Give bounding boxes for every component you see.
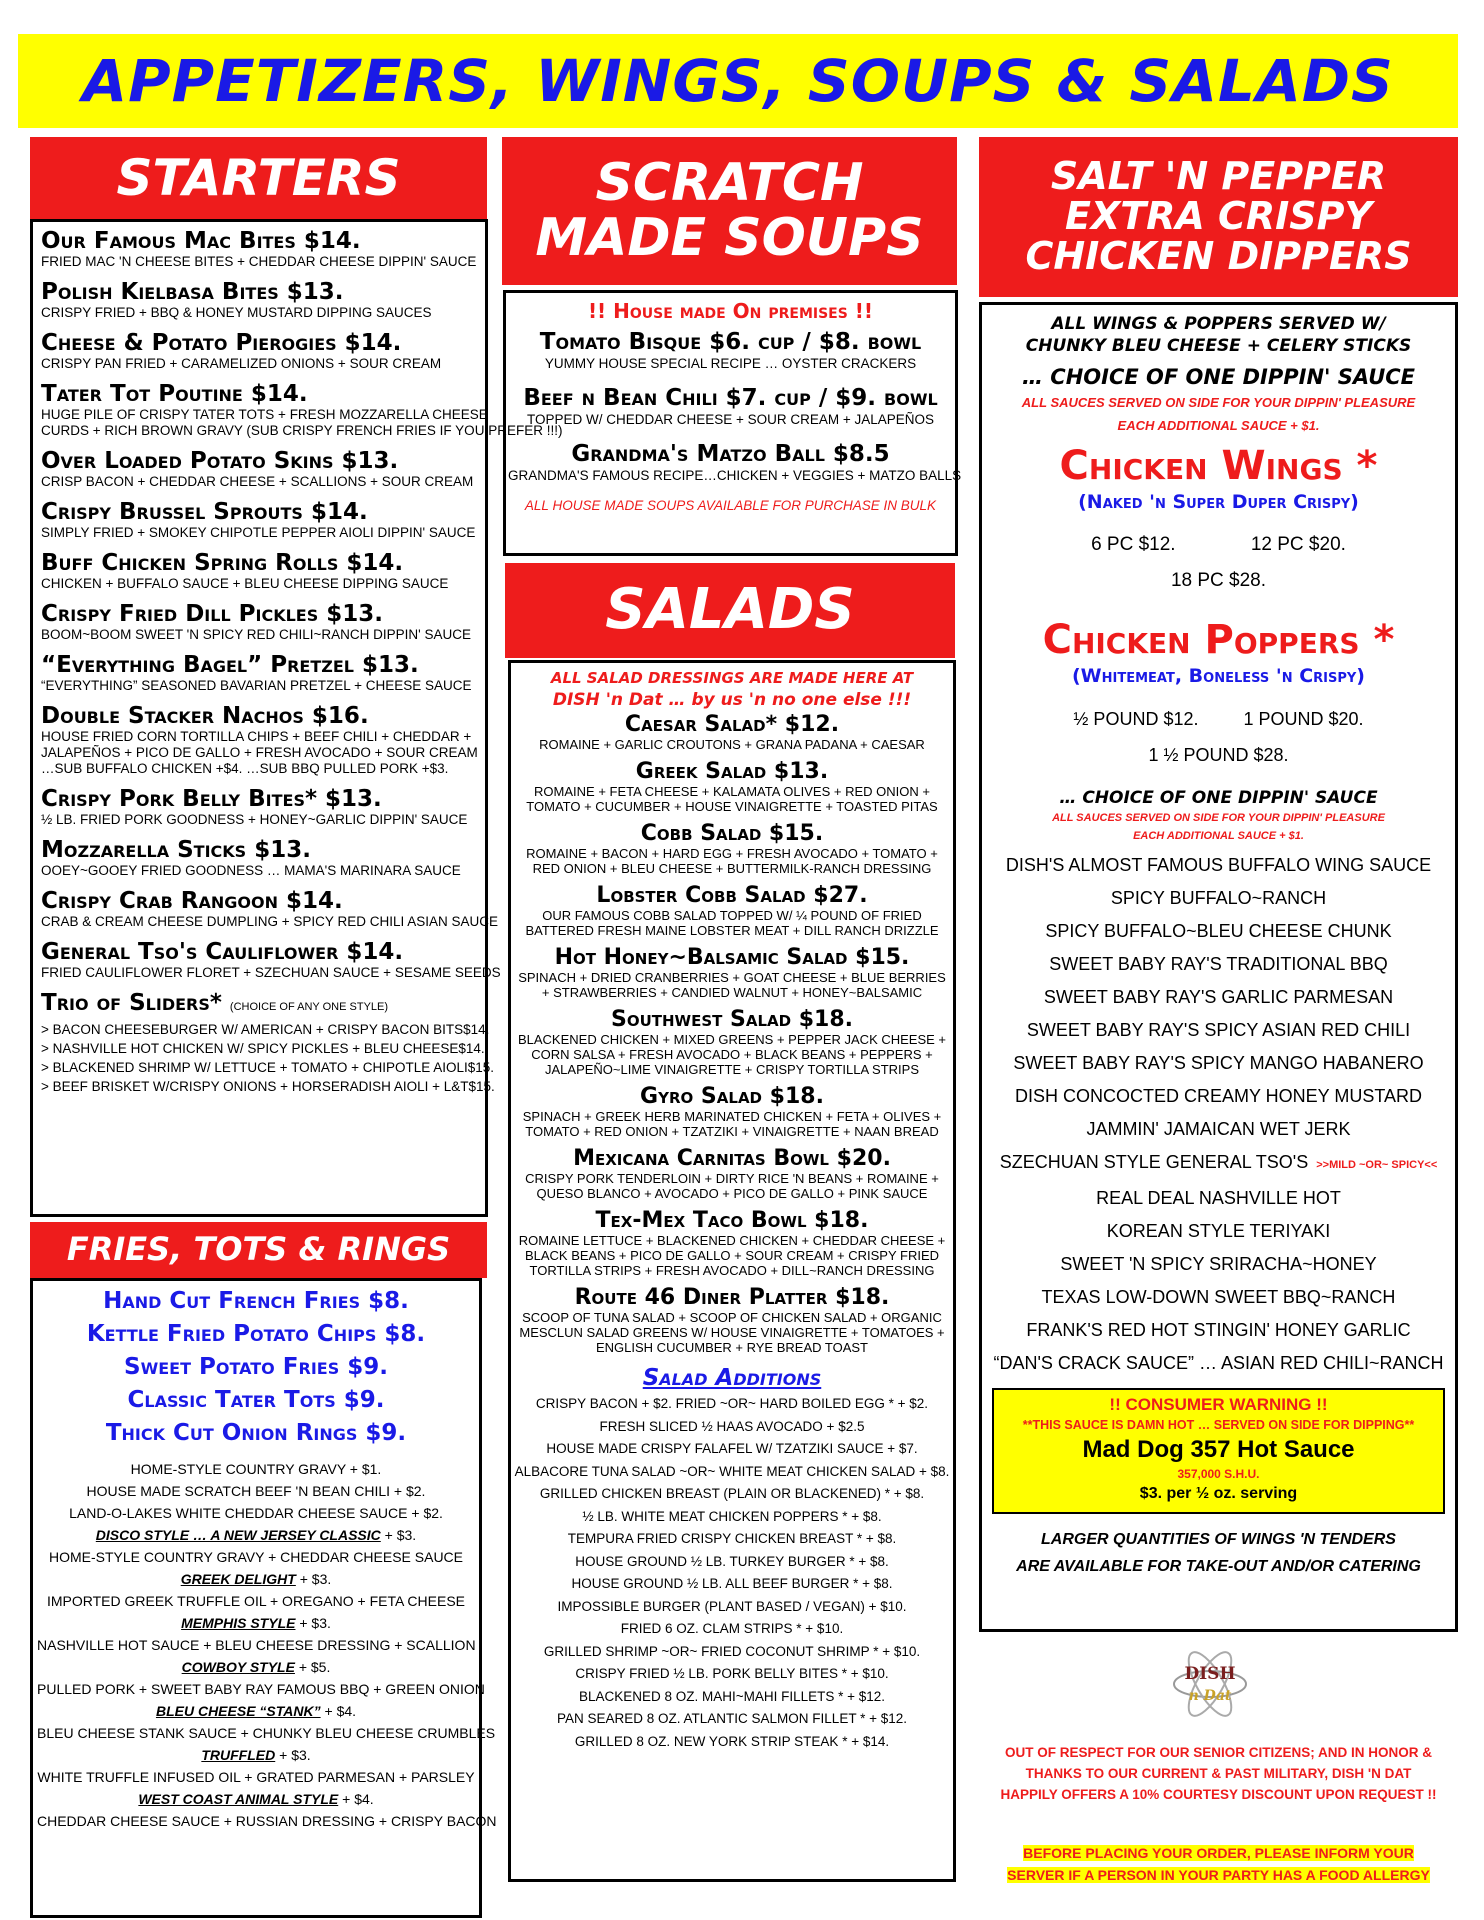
salad-name: Cobb Salad $15. bbox=[640, 821, 824, 846]
salad-name: Hot Honey~Balsamic Salad $15. bbox=[554, 945, 910, 970]
salads-box bbox=[508, 660, 956, 1882]
salad-name: Gyro Salad $18. bbox=[640, 1084, 824, 1109]
sauce-name: DISH'S ALMOST FAMOUS BUFFALO WING SAUCE bbox=[1005, 855, 1432, 875]
logo-text-2: n Dat bbox=[1188, 1688, 1232, 1704]
salad-desc: TOMATO + RED ONION + TZATZIKI + VINAIGRETTE + NAAN BREAD bbox=[525, 1124, 939, 1139]
starter-name: Mozzarella Sticks $13. bbox=[41, 837, 311, 863]
starter-name: Crispy Brussel Sprouts $14. bbox=[41, 499, 368, 525]
allergy-line-2: SERVER IF A PERSON IN YOUR PARTY HAS A FOOD ALLERGY bbox=[1007, 1867, 1430, 1883]
soup-item bbox=[508, 385, 953, 428]
salad-desc: JALAPEÑO~LIME VINAIGRETTE + CRISPY TORTILLA STRIPS bbox=[545, 1062, 919, 1077]
starter-item bbox=[41, 228, 485, 270]
starter-item bbox=[41, 703, 485, 777]
soup-desc: TOPPED W/ CHEDDAR CHEESE + SOUR CREAM + JALAPEÑOS bbox=[526, 412, 935, 427]
soups-note: !! House made On premises !! bbox=[587, 299, 874, 323]
salad-name: Southwest Salad $18. bbox=[610, 1007, 854, 1032]
salad-addition: ALBACORE TUNA SALAD ~OR~ WHITE MEAT CHICKEN SALAD + $8. bbox=[514, 1463, 950, 1479]
starter-item bbox=[41, 939, 501, 981]
title-banner bbox=[18, 34, 1458, 128]
starter-item bbox=[41, 786, 485, 828]
fries-style-desc: PULLED PORK + SWEET BABY RAY FAMOUS BBQ + GREEN ONION bbox=[37, 1681, 485, 1697]
starter-desc: CRISP BACON + CHEDDAR CHEESE + SCALLIONS + SOUR CREAM bbox=[41, 474, 474, 489]
starter-name: “Everything Bagel” Pretzel $13. bbox=[41, 652, 419, 678]
starter-item bbox=[41, 448, 485, 490]
salad-addition: GRILLED CHICKEN BREAST (PLAIN OR BLACKENED) * + $8. bbox=[539, 1486, 925, 1501]
warning-price: $3. per ½ oz. serving bbox=[1139, 1485, 1298, 1502]
sauce-name: SPICY BUFFALO~BLEU CHEESE CHUNK bbox=[1045, 921, 1392, 941]
fries-style-heading bbox=[37, 1568, 475, 1590]
salad-item bbox=[513, 1209, 951, 1278]
sauce-item bbox=[986, 849, 1451, 882]
starter-desc: CRAB & CREAM CHEESE DUMPLING + SPICY RED CHILI ASIAN SAUCE bbox=[41, 914, 498, 929]
soup-desc: YUMMY HOUSE SPECIAL RECIPE … OYSTER CRACKERS bbox=[544, 356, 917, 371]
salad-item bbox=[513, 884, 951, 938]
poppers-title: Chicken Poppers * bbox=[1042, 617, 1395, 663]
sliders-name: Trio of Sliders* bbox=[41, 990, 222, 1016]
slider-row bbox=[41, 1039, 485, 1058]
sauce-item bbox=[986, 1215, 1451, 1248]
salad-item bbox=[513, 1085, 951, 1139]
sauce-item bbox=[986, 1113, 1451, 1146]
fries-style-desc: HOME-STYLE COUNTRY GRAVY + CHEDDAR CHEESE SAUCE bbox=[49, 1549, 463, 1565]
salad-name: Caesar Salad* $12. bbox=[624, 712, 840, 737]
soups-header bbox=[502, 137, 957, 285]
wings-choice: … CHOICE OF ONE DIPPIN' SAUCE bbox=[1021, 365, 1416, 389]
starters-list bbox=[41, 228, 563, 981]
fries-style-heading bbox=[37, 1700, 475, 1722]
soups-header-line1: SCRATCH bbox=[595, 153, 864, 214]
fries-style-name: MEMPHIS STYLE bbox=[181, 1615, 296, 1631]
starter-desc: CHICKEN + BUFFALO SAUCE + BLEU CHEESE DIPPING SAUCE bbox=[41, 576, 449, 591]
sauce-name: “DAN'S CRACK SAUCE” … ASIAN RED CHILI~RANCH bbox=[993, 1353, 1444, 1373]
respect-line-1: OUT OF RESPECT FOR OUR SENIOR CITIZENS; AND IN HONOR & bbox=[1004, 1745, 1432, 1760]
fries-style-name: WEST COAST ANIMAL STYLE bbox=[138, 1791, 339, 1807]
fries-style-name: BLEU CHEESE “STANK” bbox=[155, 1703, 321, 1719]
wings-choice2-note-2: EACH ADDITIONAL SAUCE + $1. bbox=[1133, 830, 1304, 842]
wings-price-18: 18 PC $28. bbox=[1170, 570, 1267, 591]
fries-style-desc: NASHVILLE HOT SAUCE + BLEU CHEESE DRESSING + SCALLION bbox=[37, 1637, 476, 1653]
soup-name: Tomato Bisque $6. cup / $8. bowl bbox=[539, 329, 922, 355]
fries-style-heading bbox=[37, 1744, 475, 1766]
salad-name: Greek Salad $13. bbox=[635, 759, 829, 784]
salad-addition: GRILLED SHRIMP ~OR~ FRIED COCONUT SHRIMP * + $10. bbox=[543, 1643, 921, 1659]
salad-name: Mexicana Carnitas Bowl $20. bbox=[573, 1146, 891, 1171]
starter-desc: JALAPEÑOS + PICO DE GALLO + FRESH AVOCADO + SOUR CREAM bbox=[41, 745, 478, 760]
wings-header bbox=[979, 137, 1458, 297]
sauce-item bbox=[986, 948, 1451, 981]
fries-style-price: + $4. bbox=[320, 1703, 357, 1719]
salad-desc: QUESO BLANCO + AVOCADO + PICO DE GALLO + PINK SAUCE bbox=[536, 1186, 928, 1201]
starter-name: Double Stacker Nachos $16. bbox=[41, 703, 369, 729]
sauce-name: SWEET BABY RAY'S GARLIC PARMESAN bbox=[1043, 987, 1394, 1007]
fries-item: Sweet Potato Fries $9. bbox=[124, 1354, 388, 1380]
starter-desc: HOUSE FRIED CORN TORTILLA CHIPS + BEEF CHILI + CHEDDAR + bbox=[41, 729, 472, 744]
salad-addition: BLACKENED 8 OZ. MAHI~MAHI FILLETS * + $12. bbox=[578, 1688, 886, 1704]
fries-style bbox=[37, 1788, 497, 1832]
salad-name: Lobster Cobb Salad $27. bbox=[596, 883, 868, 908]
starter-desc: OOEY~GOOEY FRIED GOODNESS … MAMA'S MARINARA SAUCE bbox=[41, 863, 461, 878]
wings-header-line3: CHICKEN DIPPERS bbox=[1025, 233, 1412, 278]
fries-style bbox=[37, 1568, 475, 1612]
salad-item bbox=[513, 946, 951, 1000]
starter-desc: HUGE PILE OF CRISPY TATER TOTS + FRESH MOZZARELLA CHEESE bbox=[41, 407, 488, 422]
sauce-name: SPICY BUFFALO~RANCH bbox=[1110, 888, 1327, 908]
fries-style-heading bbox=[37, 1788, 475, 1810]
respect-line-2: THANKS TO OUR CURRENT & PAST MILITARY, DISH 'N DAT bbox=[1025, 1766, 1412, 1781]
starter-item bbox=[41, 499, 485, 541]
salad-item bbox=[513, 1147, 951, 1201]
sauce-item bbox=[986, 1047, 1451, 1080]
warning-shu: 357,000 S.H.U. bbox=[1177, 1467, 1260, 1481]
starter-name: Our Famous Mac Bites $14. bbox=[41, 228, 361, 254]
slider-row bbox=[41, 1058, 495, 1077]
slider-price: $15. bbox=[467, 1060, 495, 1075]
starter-desc: BOOM~BOOM SWEET 'N SPICY RED CHILI~RANCH DIPPIN' SAUCE bbox=[41, 627, 471, 642]
fries-topping: HOUSE MADE SCRATCH BEEF 'N BEAN CHILI + $2. bbox=[86, 1483, 426, 1499]
respect-line-3: HAPPILY OFFERS A 10% COURTESY DISCOUNT UPON REQUEST !! bbox=[1000, 1787, 1437, 1802]
sauce-item bbox=[986, 1014, 1451, 1047]
fries-style bbox=[37, 1612, 475, 1656]
sauce-name: SWEET 'N SPICY SRIRACHA~HONEY bbox=[1060, 1254, 1377, 1274]
soup-desc: GRANDMA'S FAMOUS RECIPE…CHICKEN + VEGGIES + MATZO BALLS bbox=[508, 468, 962, 483]
fries-style bbox=[37, 1700, 496, 1744]
salad-desc: CORN SALSA + FRESH AVOCADO + BLACK BEANS + PEPPERS + bbox=[531, 1047, 933, 1062]
salad-desc: RED ONION + BLEU CHEESE + BUTTERMILK-RANCH DRESSING bbox=[532, 861, 932, 876]
starter-item bbox=[41, 837, 485, 879]
fries-item: Classic Tater Tots $9. bbox=[127, 1387, 385, 1413]
slider-desc: > NASHVILLE HOT CHICKEN W/ SPICY PICKLES + BLEU CHEESE bbox=[41, 1041, 459, 1056]
starter-name: Tater Tot Poutine $14. bbox=[41, 381, 308, 407]
starter-name: Cheese & Potato Pierogies $14. bbox=[41, 330, 402, 356]
fries-style-desc: WHITE TRUFFLE INFUSED OIL + GRATED PARMESAN + PARSLEY bbox=[37, 1769, 475, 1785]
wings-choice-note-1: ALL SAUCES SERVED ON SIDE FOR YOUR DIPPIN' PLEASURE bbox=[1021, 395, 1416, 410]
starter-name: Buff Chicken Spring Rolls $14. bbox=[41, 550, 404, 576]
fries-style-price: + $3. bbox=[295, 1571, 332, 1587]
sauce-name: JAMMIN' JAMAICAN WET JERK bbox=[1086, 1119, 1351, 1139]
fries-style-desc: CHEDDAR CHEESE SAUCE + RUSSIAN DRESSING + CRISPY BACON bbox=[37, 1813, 497, 1829]
salad-desc: OUR FAMOUS COBB SALAD TOPPED W/ ¼ POUND OF FRIED bbox=[542, 908, 922, 923]
salads-note-2: DISH 'n Dat … by us 'n no one else !!! bbox=[552, 690, 912, 710]
fries-style-price: + $3. bbox=[275, 1747, 311, 1763]
fries-style-name: DISCO STYLE … A NEW JERSEY CLASSIC bbox=[95, 1527, 381, 1543]
salad-desc: SPINACH + GREEK HERB MARINATED CHICKEN + FETA + OLIVES + bbox=[522, 1109, 942, 1124]
larger-qty-1: LARGER QUANTITIES OF WINGS 'N TENDERS bbox=[1041, 1531, 1396, 1548]
soups-box bbox=[503, 290, 962, 556]
sauce-name: TEXAS LOW-DOWN SWEET BBQ~RANCH bbox=[1041, 1287, 1396, 1307]
wings-intro-2: CHUNKY BLEU CHEESE + CELERY STICKS bbox=[1025, 336, 1412, 356]
wings-choice-note-2: EACH ADDITIONAL SAUCE + $1. bbox=[1117, 418, 1320, 433]
soup-name: Beef n Bean Chili $7. cup / $9. bowl bbox=[523, 385, 938, 411]
salad-desc: ROMAINE LETTUCE + BLACKENED CHICKEN + CHEDDAR CHEESE + bbox=[518, 1233, 946, 1248]
fries-style-desc: BLEU CHEESE STANK SAUCE + CHUNKY BLEU CHEESE CRUMBLES bbox=[37, 1725, 496, 1741]
salad-addition: PAN SEARED 8 OZ. ATLANTIC SALMON FILLET * + $12. bbox=[557, 1711, 907, 1726]
sauce-item bbox=[986, 915, 1451, 948]
salad-addition: FRIED 6 OZ. CLAM STRIPS * + $10. bbox=[620, 1621, 844, 1636]
fries-style-heading bbox=[37, 1524, 475, 1546]
fries-item: Hand Cut French Fries $8. bbox=[103, 1288, 409, 1314]
starter-desc: FRIED CAULIFLOWER FLORET + SZECHUAN SAUCE + SESAME SEEDS bbox=[41, 965, 501, 980]
starter-name: General Tso's Cauliflower $14. bbox=[41, 939, 404, 965]
fries-style bbox=[37, 1656, 485, 1700]
poppers-price-half: ½ POUND $12. bbox=[1073, 709, 1199, 729]
starter-name: Polish Kielbasa Bites $13. bbox=[41, 279, 344, 305]
slider-rows bbox=[41, 1020, 495, 1096]
salad-item bbox=[513, 822, 951, 876]
additions-list bbox=[513, 1393, 951, 1753]
wings-subtitle: (Naked 'n Super Duper Crispy) bbox=[1078, 491, 1359, 513]
salad-addition: FRESH SLICED ½ HAAS AVOCADO + $2.5 bbox=[599, 1418, 865, 1434]
slider-price: $14. bbox=[463, 1022, 490, 1037]
sauce-name: SWEET BABY RAY'S TRADITIONAL BBQ bbox=[1049, 954, 1388, 974]
wings-header-line2: EXTRA CRISPY bbox=[1064, 194, 1373, 239]
fries-style-name: GREEK DELIGHT bbox=[180, 1571, 296, 1587]
soups-header-line2: MADE SOUPS bbox=[535, 208, 924, 268]
logo-text-1: DISH bbox=[1184, 1664, 1236, 1684]
fries-style bbox=[37, 1744, 475, 1788]
fries-style-name: TRUFFLED bbox=[201, 1747, 276, 1763]
page-title: APPETIZERS, WINGS, SOUPS & SALADS bbox=[82, 47, 1394, 115]
soups-footer: ALL HOUSE MADE SOUPS AVAILABLE FOR PURCHASE IN BULK bbox=[524, 498, 937, 513]
fries-items bbox=[37, 1285, 475, 1450]
allergy-line-1: BEFORE PLACING YOUR ORDER, PLEASE INFORM YOUR bbox=[1023, 1845, 1414, 1861]
fries-style-price: + $3. bbox=[295, 1615, 331, 1631]
salad-desc: TORTILLA STRIPS + FRESH AVOCADO + DILL~RANCH DRESSING bbox=[529, 1263, 935, 1278]
starter-desc: CRISPY FRIED + BBQ & HONEY MUSTARD DIPPING SAUCES bbox=[41, 305, 432, 320]
sauce-item bbox=[986, 1182, 1451, 1215]
starter-item bbox=[41, 279, 485, 321]
military-discount-note bbox=[979, 1742, 1458, 1805]
starter-name: Crispy Fried Dill Pickles $13. bbox=[41, 601, 383, 627]
fries-item: Thick Cut Onion Rings $9. bbox=[105, 1420, 407, 1446]
salads-list bbox=[513, 713, 951, 1355]
salad-desc: + STRAWBERRIES + CANDIED WALNUT + HONEY~BALSAMIC bbox=[541, 985, 923, 1000]
fries-item: Kettle Fried Potato Chips $8. bbox=[86, 1321, 426, 1347]
soup-item bbox=[508, 441, 962, 484]
sauce-name: DISH CONCOCTED CREAMY HONEY MUSTARD bbox=[1014, 1086, 1423, 1106]
salad-addition: GRILLED 8 OZ. NEW YORK STRIP STEAK * + $14. bbox=[574, 1733, 890, 1749]
fries-toppings bbox=[37, 1458, 475, 1524]
starter-item bbox=[41, 550, 485, 592]
fries-topping: HOME-STYLE COUNTRY GRAVY + $1. bbox=[130, 1461, 382, 1477]
wings-choice2-note-1: ALL SAUCES SERVED ON SIDE FOR YOUR DIPPIN' PLEASURE bbox=[1052, 812, 1385, 824]
fries-header-text: FRIES, TOTS & RINGS bbox=[66, 1230, 451, 1269]
salad-desc: ROMAINE + FETA CHEESE + KALAMATA OLIVES + RED ONION + bbox=[534, 784, 930, 799]
salad-desc: BLACKENED CHICKEN + MIXED GREENS + PEPPER JACK CHEESE + bbox=[517, 1032, 947, 1047]
slider-desc: > BEEF BRISKET W/CRISPY ONIONS + HORSERADISH AIOLI + L&T bbox=[41, 1079, 469, 1094]
soup-item bbox=[508, 329, 953, 372]
starter-desc: “EVERYTHING” SEASONED BAVARIAN PRETZEL + CHEESE SAUCE bbox=[41, 678, 472, 693]
slider-row bbox=[41, 1077, 495, 1096]
starter-desc: CRISPY PAN FRIED + CARAMELIZED ONIONS + SOUR CREAM bbox=[41, 356, 442, 371]
sauce-item bbox=[986, 981, 1451, 1014]
starter-item bbox=[41, 381, 563, 439]
warning-sauce-name: Mad Dog 357 Hot Sauce bbox=[1082, 1436, 1355, 1463]
sauce-item bbox=[986, 882, 1451, 915]
wings-intro-1: ALL WINGS & POPPERS SERVED W/ bbox=[1051, 314, 1386, 334]
warning-title: !! CONSUMER WARNING !! bbox=[1109, 1395, 1328, 1414]
warning-text: **THIS SAUCE IS DAMN HOT … SERVED ON SIDE FOR DIPPING** bbox=[1022, 1418, 1415, 1432]
allergy-note bbox=[979, 1842, 1458, 1886]
salad-addition: ½ LB. WHITE MEAT CHICKEN POPPERS * + $8. bbox=[582, 1508, 882, 1524]
fries-style-name: COWBOY STYLE bbox=[181, 1659, 295, 1675]
salad-desc: ENGLISH CUCUMBER + RYE BREAD TOAST bbox=[596, 1340, 868, 1355]
starter-desc: CURDS + RICH BROWN GRAVY (SUB CRISPY FRENCH FRIES IF YOU PREFER !!!) bbox=[41, 423, 563, 438]
sliders-note: (CHOICE OF ANY ONE STYLE) bbox=[229, 1001, 389, 1013]
sauces-list bbox=[986, 849, 1451, 1380]
starters-header bbox=[30, 137, 487, 219]
sauce-name: FRANK'S RED HOT STINGIN' HONEY GARLIC bbox=[1026, 1320, 1411, 1340]
wings-price-6: 6 PC $12. bbox=[1091, 534, 1176, 555]
starter-name: Crispy Crab Rangoon $14. bbox=[41, 888, 343, 914]
atom-logo-icon bbox=[1170, 1648, 1250, 1720]
salads-note-1: ALL SALAD DRESSINGS ARE MADE HERE AT bbox=[550, 669, 914, 687]
salad-addition: HOUSE GROUND ½ LB. TURKEY BURGER * + $8. bbox=[575, 1553, 889, 1569]
sauce-name: REAL DEAL NASHVILLE HOT bbox=[1096, 1188, 1341, 1208]
fries-style-price: + $4. bbox=[338, 1791, 374, 1807]
sauce-item bbox=[986, 1314, 1451, 1347]
sauce-name: SWEET BABY RAY'S SPICY MANGO HABANERO bbox=[1013, 1053, 1424, 1073]
starter-desc: ½ LB. FRIED PORK GOODNESS + HONEY~GARLIC DIPPIN' SAUCE bbox=[41, 812, 468, 827]
soup-name: Grandma's Matzo Ball $8.5 bbox=[571, 441, 890, 467]
poppers-subtitle: (Whitemeat, Boneless 'n Crispy) bbox=[1072, 665, 1365, 687]
sauce-item bbox=[986, 1347, 1451, 1380]
salad-addition: CRISPY FRIED ½ LB. PORK BELLY BITES * + $10. bbox=[575, 1666, 889, 1681]
fries-style-price: + $3. bbox=[380, 1527, 417, 1543]
starter-desc: …SUB BUFFALO CHICKEN +$4. …SUB BBQ PULLED PORK +$3. bbox=[41, 761, 449, 776]
salad-item bbox=[513, 1286, 951, 1355]
salad-desc: ROMAINE + BACON + HARD EGG + FRESH AVOCADO + TOMATO + bbox=[526, 846, 938, 861]
larger-qty-2: ARE AVAILABLE FOR TAKE-OUT AND/OR CATERING bbox=[1016, 1558, 1421, 1575]
slider-desc: > BLACKENED SHRIMP W/ LETTUCE + TOMATO + CHIPOTLE AIOLI bbox=[41, 1060, 468, 1075]
starter-item bbox=[41, 888, 498, 930]
salad-addition: IMPOSSIBLE BURGER (PLANT BASED / VEGAN) + $10. bbox=[557, 1598, 907, 1614]
starter-desc: SIMPLY FRIED + SMOKEY CHIPOTLE PEPPER AIOLI DIPPIN' SAUCE bbox=[41, 525, 476, 540]
consumer-warning-box bbox=[992, 1388, 1445, 1514]
slider-price: $14. bbox=[458, 1041, 485, 1056]
starter-item bbox=[41, 330, 485, 372]
salad-desc: SPINACH + DRIED CRANBERRIES + GOAT CHEESE + BLUE BERRIES bbox=[518, 970, 946, 985]
sauce-item bbox=[986, 1146, 1451, 1182]
starter-item bbox=[41, 601, 485, 643]
sauce-item bbox=[986, 1281, 1451, 1314]
salad-addition: HOUSE MADE CRISPY FALAFEL W/ TZATZIKI SAUCE + $7. bbox=[546, 1441, 918, 1456]
starter-name: Crispy Pork Belly Bites* $13. bbox=[41, 786, 382, 812]
salad-desc: SCOOP OF TUNA SALAD + SCOOP OF CHICKEN SALAD + ORGANIC bbox=[522, 1310, 942, 1325]
wings-box bbox=[979, 302, 1458, 1632]
fries-style bbox=[37, 1524, 475, 1568]
salad-desc: TOMATO + CUCUMBER + HOUSE VINAIGRETTE + TOASTED PITAS bbox=[526, 799, 938, 814]
sauce-name: SZECHUAN STYLE GENERAL TSO'S bbox=[999, 1152, 1309, 1172]
starters-header-text: STARTERS bbox=[116, 148, 401, 207]
poppers-price-1half: 1 ½ POUND $28. bbox=[1148, 745, 1289, 765]
salad-desc: BLACK BEANS + PICO DE GALLO + SOUR CREAM + CRISPY FRIED bbox=[524, 1248, 940, 1263]
slider-price: $15. bbox=[468, 1079, 495, 1094]
sauce-spice-note: >>MILD ~OR~ SPICY<< bbox=[1316, 1159, 1438, 1171]
soups-list bbox=[508, 329, 962, 484]
sliders-item bbox=[41, 990, 495, 1096]
salad-desc: BATTERED FRESH MAINE LOBSTER MEAT + DILL RANCH DRIZZLE bbox=[525, 923, 939, 938]
salad-addition: CRISPY BACON + $2. FRIED ~OR~ HARD BOILED EGG * + $2. bbox=[535, 1396, 929, 1411]
salad-desc: MESCLUN SALAD GREENS W/ HOUSE VINAIGRETTE + TOMATOES + bbox=[519, 1325, 945, 1340]
fries-style-desc: IMPORTED GREEK TRUFFLE OIL + OREGANO + FETA CHEESE bbox=[46, 1593, 466, 1609]
fries-style-heading bbox=[37, 1612, 475, 1634]
fries-box bbox=[30, 1278, 497, 1918]
sauce-name: SWEET BABY RAY'S SPICY ASIAN RED CHILI bbox=[1026, 1020, 1411, 1040]
salad-item bbox=[513, 713, 951, 752]
slider-row bbox=[41, 1020, 490, 1039]
salad-addition: HOUSE GROUND ½ LB. ALL BEEF BURGER * + $8. bbox=[571, 1576, 893, 1591]
fries-header bbox=[30, 1222, 487, 1278]
salad-desc: CRISPY PORK TENDERLOIN + DIRTY RICE 'N BEANS + ROMAINE + bbox=[525, 1171, 939, 1186]
starter-desc: FRIED MAC 'N CHEESE BITES + CHEDDAR CHEESE DIPPIN' SAUCE bbox=[41, 254, 477, 269]
wings-choice-2: … CHOICE OF ONE DIPPIN' SAUCE bbox=[1059, 788, 1378, 808]
slider-desc: > BACON CHEESEBURGER W/ AMERICAN + CRISPY BACON BITS bbox=[41, 1022, 464, 1037]
sauce-item bbox=[986, 1080, 1451, 1113]
wings-header-line1: SALT 'N PEPPER bbox=[1050, 154, 1387, 199]
salad-name: Route 46 Diner Platter $18. bbox=[574, 1285, 890, 1310]
fries-style-price: + $5. bbox=[294, 1659, 331, 1675]
salad-item bbox=[513, 1008, 951, 1077]
fries-style-heading bbox=[37, 1656, 475, 1678]
salad-addition: TEMPURA FRIED CRISPY CHICKEN BREAST * + $8. bbox=[567, 1531, 897, 1546]
starters-box bbox=[30, 219, 563, 1217]
salad-item bbox=[513, 760, 951, 814]
salad-desc: ROMAINE + GARLIC CROUTONS + GRANA PADANA + CAESAR bbox=[539, 737, 925, 752]
salad-additions-title: Salad Additions bbox=[642, 1365, 822, 1391]
salads-header bbox=[505, 563, 955, 658]
wings-title: Chicken Wings * bbox=[1059, 443, 1378, 489]
poppers-price-1: 1 POUND $20. bbox=[1243, 709, 1364, 729]
salads-header-text: SALADS bbox=[605, 577, 855, 643]
dish-n-dat-logo bbox=[1170, 1648, 1250, 1720]
sauce-name: KOREAN STYLE TERIYAKI bbox=[1106, 1221, 1331, 1241]
starter-item bbox=[41, 652, 485, 694]
salad-name: Tex-Mex Taco Bowl $18. bbox=[595, 1208, 869, 1233]
wings-price-12: 12 PC $20. bbox=[1250, 534, 1346, 555]
fries-styles bbox=[37, 1524, 497, 1832]
fries-topping: LAND-O-LAKES WHITE CHEDDAR CHEESE SAUCE + $2. bbox=[69, 1505, 443, 1521]
sauce-item bbox=[986, 1248, 1451, 1281]
starter-name: Over Loaded Potato Skins $13. bbox=[41, 448, 399, 474]
